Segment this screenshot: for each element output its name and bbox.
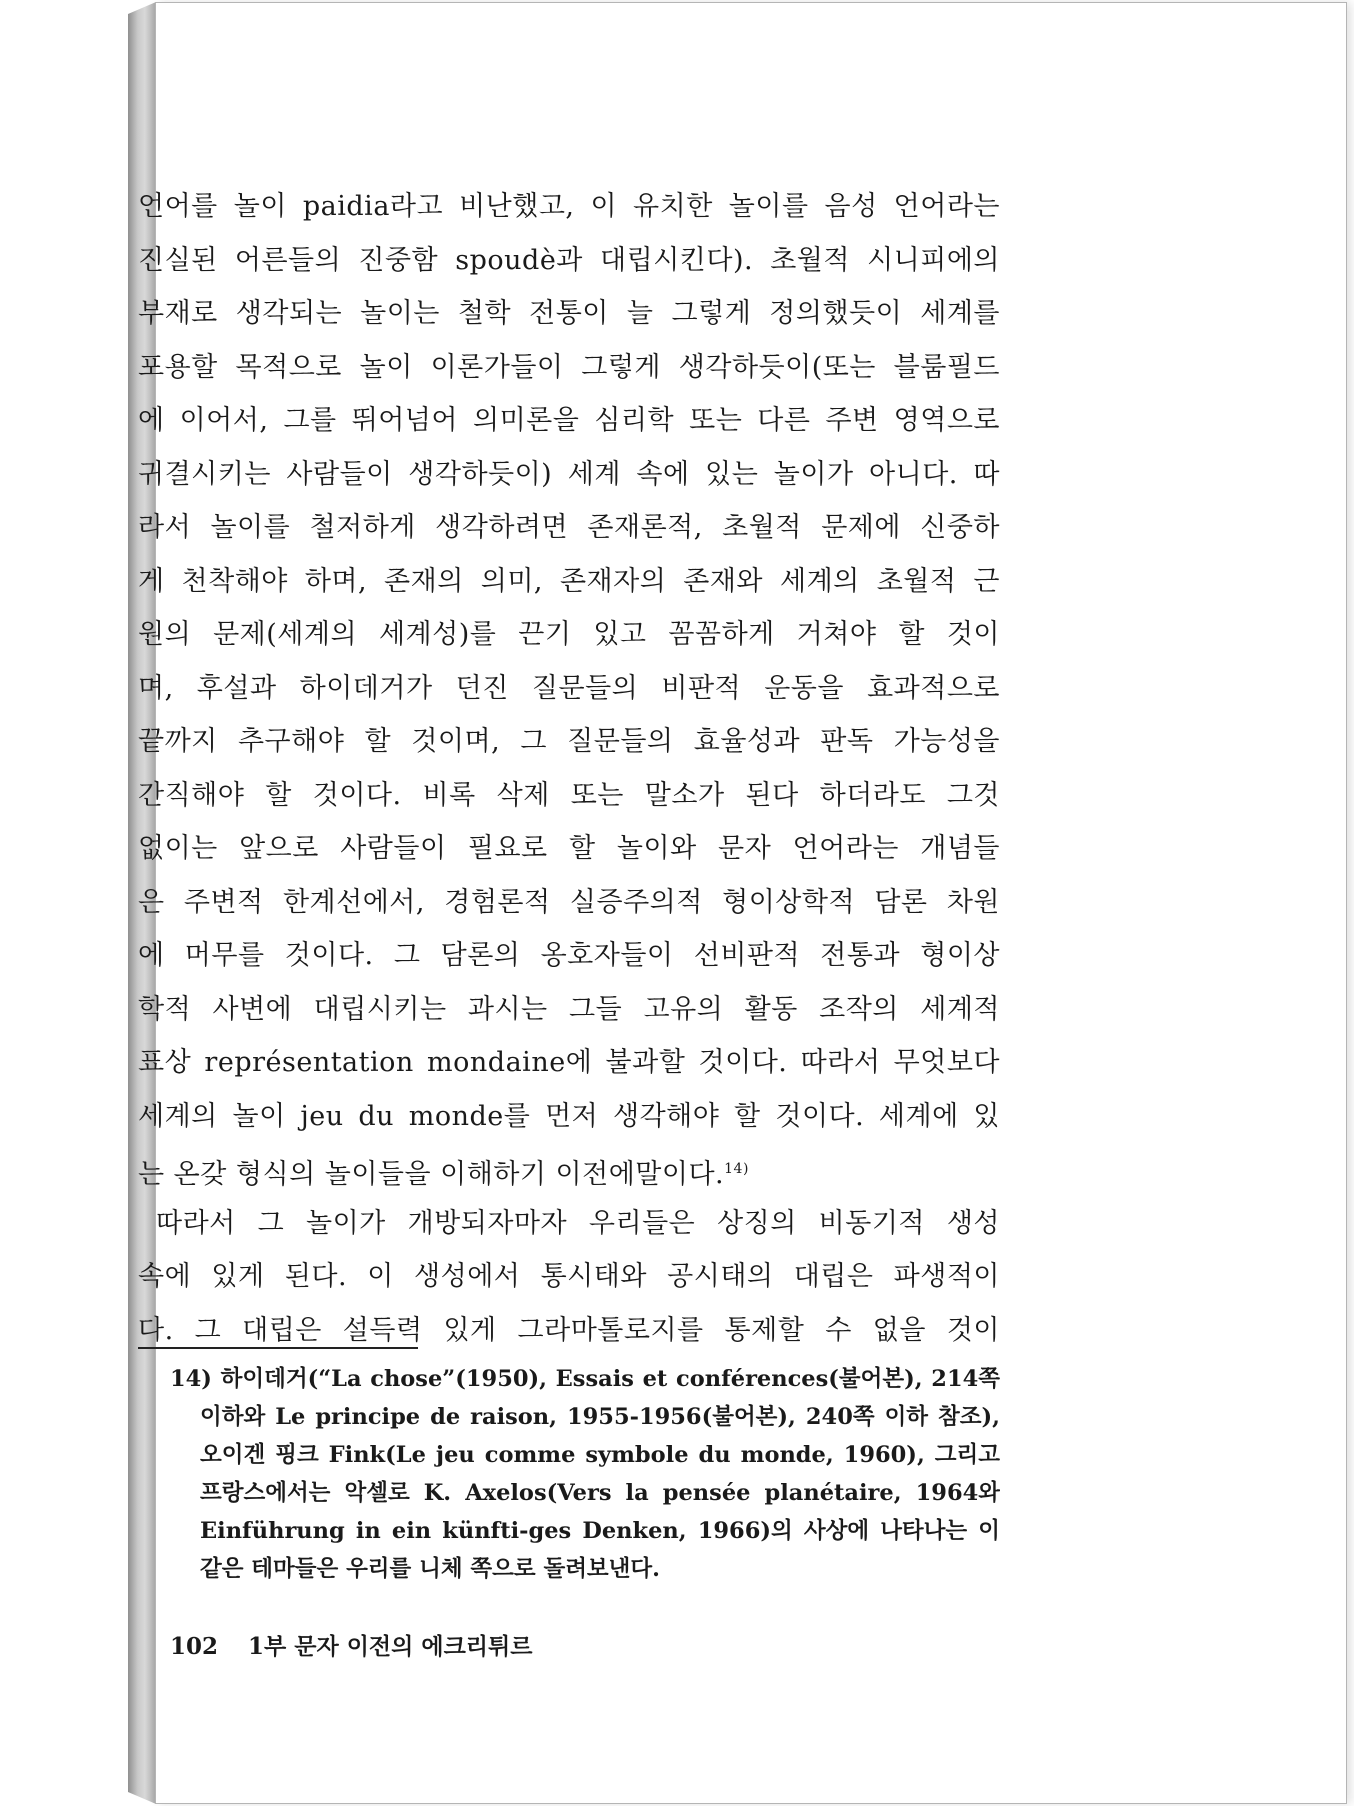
page-footer: [170, 1628, 532, 1661]
body-line: 진실된 어른들의 진중함 spoudè과 대립시킨다). 초월적 시니피에의: [138, 244, 1000, 276]
body-line: 학적 사변에 대립시키는 과시는 그들 고유의 활동 조작의 세계적: [138, 993, 1000, 1025]
running-head: 1부 문자 이전의 에크리튀르: [248, 1633, 533, 1660]
body-line: 라서 놀이를 철저하게 생각하려면 존재론적, 초월적 문제에 신중하: [138, 512, 1000, 543]
footnote-line: 같은 테마들은 우리를 니체 쪽으로 돌려보낸다.: [200, 1556, 660, 1582]
body-text: [138, 180, 1000, 1357]
body-line-text: 는 온갖 형식의 놀이들을 이해하기 이전에말이다.: [138, 1159, 725, 1190]
body-line: 귀결시키는 사람들이 생각하듯이) 세계 속에 있는 놀이가 아니다. 따: [138, 458, 1000, 490]
footnote-line: 프랑스에서는 악셀로 K. Axelos(Vers la pensée planétaire, 1964와: [200, 1480, 1000, 1506]
body-line: 포용할 목적으로 놀이 이론가들이 그렇게 생각하듯이(또는 블룸필드: [138, 351, 1000, 383]
footnote-line: Einführung in ein künfti-ges Denken, 1966)의 사상에 나타나는 이: [200, 1518, 1000, 1544]
body-line: 다. 그 대립은 설득력 있게 그라마톨로지를 통제할 수 없을 것이: [138, 1314, 1000, 1346]
page-number: 102: [170, 1633, 219, 1660]
body-line: 은 주변적 한계선에서, 경험론적 실증주의적 형이상학적 담론 차원: [138, 886, 1000, 918]
body-line: 속에 있게 된다. 이 생성에서 통시태와 공시태의 대립은 파생적이: [138, 1261, 1000, 1292]
footnote-divider: [138, 1347, 418, 1349]
footnote-line: 오이겐 핑크 Fink(Le jeu comme symbole du monde, 1960), 그리고: [200, 1442, 1000, 1468]
body-line: 간직해야 할 것이다. 비록 삭제 또는 말소가 된다 하더라도 그것: [138, 779, 1000, 811]
body-line: 에 이어서, 그를 뛰어넘어 의미론을 심리학 또는 다른 주변 영역으로: [138, 405, 1000, 436]
body-line: 표상 représentation mondaine에 불과할 것이다. 따라서 무엇보다: [138, 1047, 1000, 1078]
footnote: [170, 1360, 1000, 1588]
body-line: 끝까지 추구해야 할 것이며, 그 질문들의 효율성과 판독 가능성을: [138, 726, 1000, 757]
body-line: 없이는 앞으로 사람들이 필요로 할 놀이와 문자 언어라는 개념들: [138, 833, 1000, 864]
body-line: 부재로 생각되는 놀이는 철학 전통이 늘 그렇게 정의했듯이 세계를: [138, 298, 1000, 329]
body-line: 게 천착해야 하며, 존재의 의미, 존재자의 존재와 세계의 초월적 근: [138, 565, 1000, 597]
body-line: 세계의 놀이 jeu du monde를 먼저 생각해야 할 것이다. 세계에 있: [138, 1100, 1000, 1132]
body-line: 에 머무를 것이다. 그 담론의 옹호자들이 선비판적 전통과 형이상: [138, 940, 1000, 971]
body-line: [138, 1143, 1000, 1197]
body-line: 며, 후설과 하이데거가 던진 질문들의 비판적 운동을 효과적으로: [138, 672, 1000, 704]
footnote-reference: 14): [724, 1161, 749, 1177]
body-line: 따라서 그 놀이가 개방되자마자 우리들은 상징의 비동기적 생성: [156, 1207, 1000, 1239]
footnote-line: 14) 하이데거(“La chose”(1950), Essais et conférences(불어본), 214쪽: [170, 1366, 1000, 1392]
body-line: 원의 문제(세계의 세계성)를 끈기 있고 꼼꼼하게 거쳐야 할 것이: [138, 619, 1000, 650]
body-line: 언어를 놀이 paidia라고 비난했고, 이 유치한 놀이를 음성 언어라는: [138, 191, 1000, 222]
footnote-line: 이하와 Le principe de raison, 1955-1956(불어본), 240쪽 이하 참조),: [200, 1404, 1000, 1430]
